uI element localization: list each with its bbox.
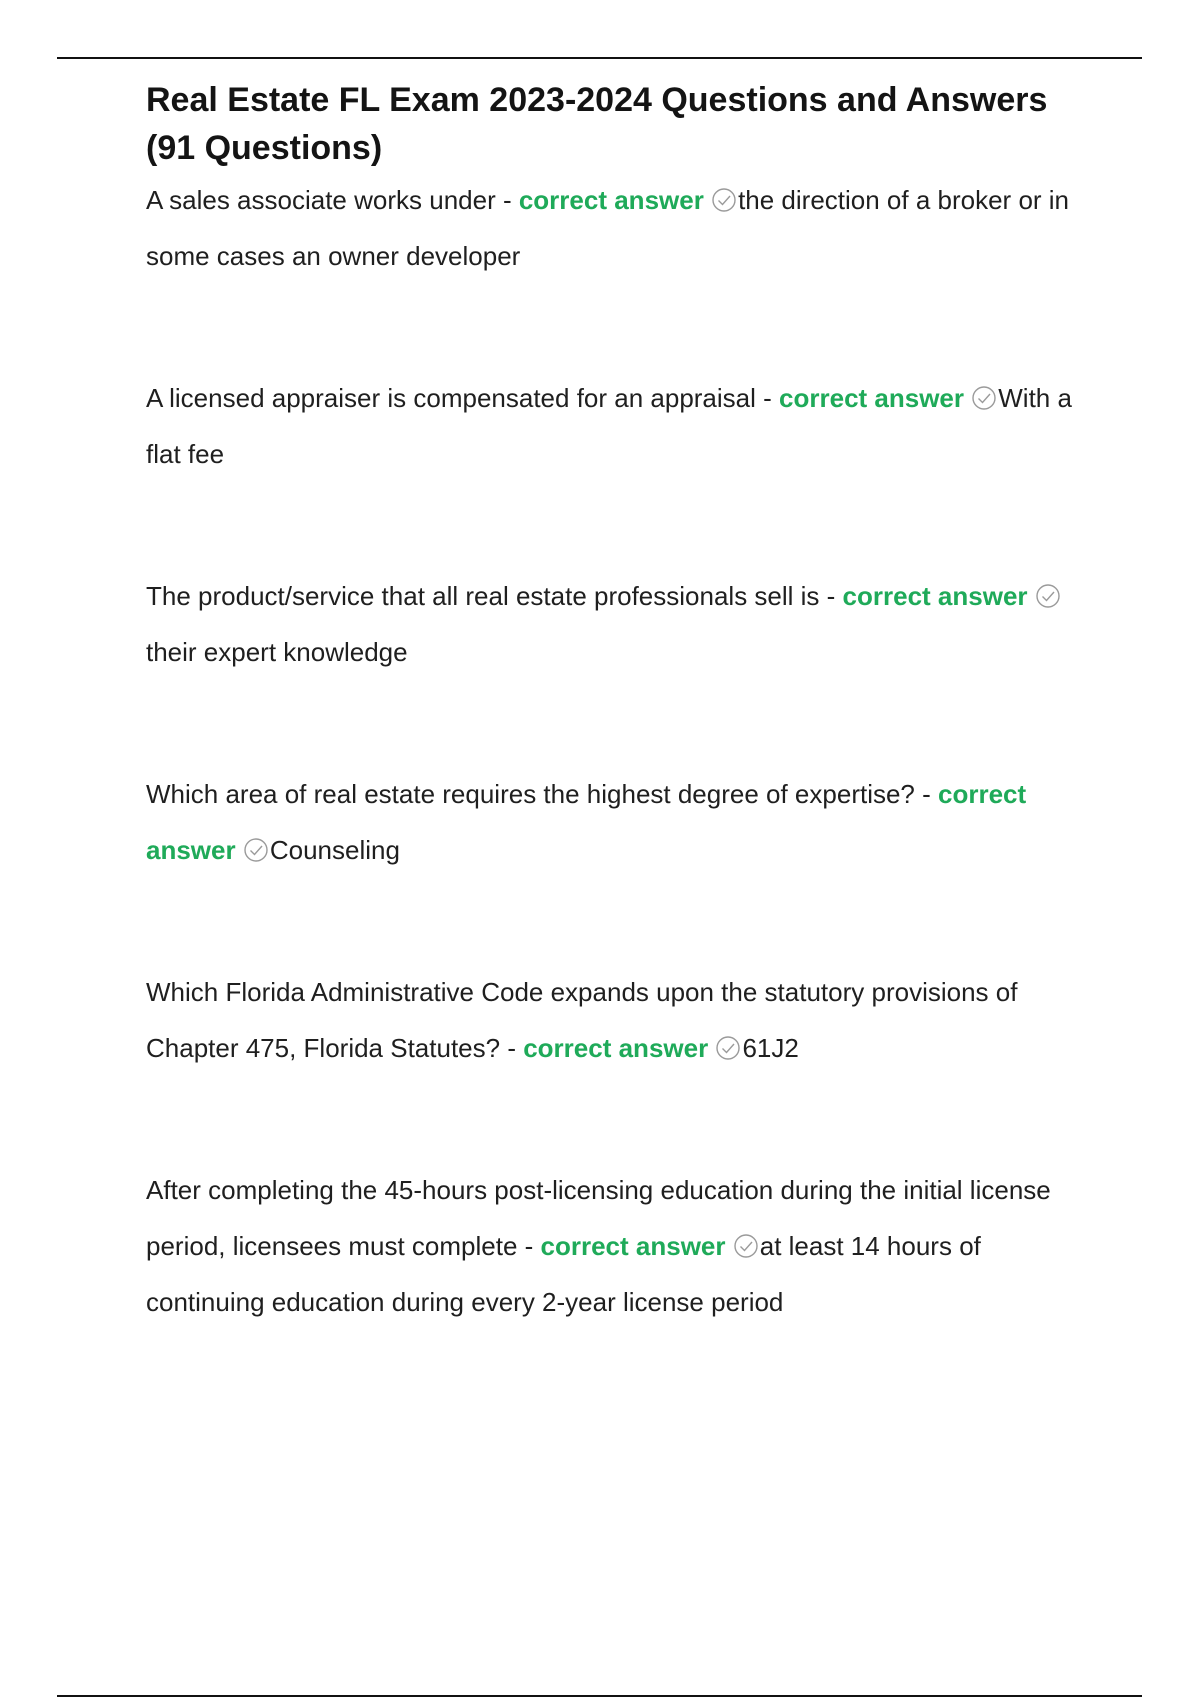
answer-label: correct answer: [523, 1033, 709, 1063]
question-text: After completing the 45-hours post-licensing education during the initial license period, licensees must complete: [146, 1175, 1051, 1261]
qa-item: [146, 370, 1096, 482]
bottom-rule: [57, 1695, 1142, 1697]
answer-text: 61J2: [742, 1033, 799, 1063]
check-circle-icon: [1035, 583, 1061, 609]
question-text: A sales associate works under: [146, 185, 496, 215]
check-circle-icon: [971, 385, 997, 411]
separator: -: [819, 581, 843, 611]
question-text: The product/service that all real estate professionals sell is: [146, 581, 820, 611]
answer-label: correct answer: [518, 185, 704, 215]
check-circle-icon: [733, 1233, 759, 1259]
answer-label: correct answer: [540, 1231, 726, 1261]
qa-list: [146, 172, 1096, 1330]
separator: -: [517, 1231, 541, 1261]
check-circle-icon: [243, 837, 269, 863]
separator: -: [755, 383, 780, 413]
separator: -: [500, 1033, 524, 1063]
answer-text: their expert knowledge: [146, 637, 408, 667]
answer-text: at least 14 hours of continuing education during every 2-year license period: [146, 1231, 981, 1317]
answer-text: the direction of a broker or in some cases an owner developer: [146, 185, 1070, 271]
answer-label: correct answer: [146, 779, 1027, 865]
question-text: Which area of real estate requires the highest degree of expertise?: [146, 779, 915, 809]
qa-item: [146, 172, 1096, 284]
answer-label: correct answer: [842, 581, 1028, 611]
separator: -: [495, 185, 519, 215]
qa-item: [146, 766, 1096, 878]
question-text: Which Florida Administrative Code expands upon the statutory provisions of Chapter 475, Florida Statutes?: [146, 977, 1018, 1063]
answer-label: correct answer: [779, 383, 965, 413]
qa-item: [146, 1162, 1096, 1330]
document-title: Real Estate FL Exam 2023-2024 Questions and Answers (91 Questions): [146, 81, 1048, 167]
document-body: [146, 76, 1096, 1330]
check-circle-icon: [711, 187, 737, 213]
qa-item: [146, 964, 1096, 1076]
question-text: A licensed appraiser is compensated for an appraisal: [146, 383, 756, 413]
top-rule: [57, 57, 1142, 59]
separator: -: [914, 779, 939, 809]
answer-text: With a flat fee: [146, 383, 1072, 469]
check-circle-icon: [715, 1035, 741, 1061]
qa-item: [146, 568, 1096, 680]
answer-text: Counseling: [269, 835, 400, 865]
